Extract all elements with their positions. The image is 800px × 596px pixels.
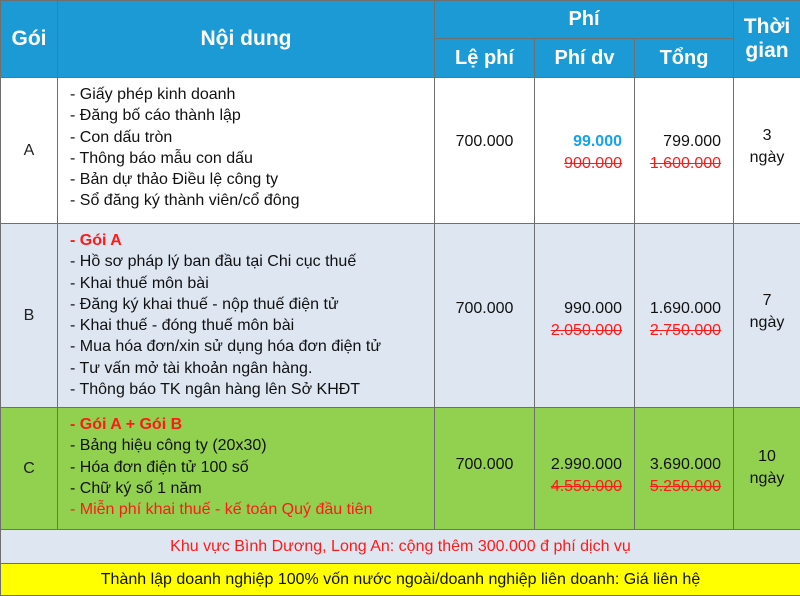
tong-c xyxy=(635,408,734,530)
tong-a-old: 1.600.000 xyxy=(635,155,721,173)
time-c-unit: ngày xyxy=(734,468,800,490)
time-c xyxy=(734,408,800,530)
list-item-lead: - Gói A + Gói B xyxy=(70,414,434,435)
list-item: - Đăng ký khai thuế - nộp thuế điện tử xyxy=(70,294,434,315)
header-time-line2: gian xyxy=(734,39,800,63)
list-item-highlight: - Miễn phí khai thuế - kế toán Quý đầu tiên xyxy=(70,499,434,520)
time-c-num: 10 xyxy=(734,408,800,468)
list-item: - Mua hóa đơn/xin sử dụng hóa đơn điện tử xyxy=(70,336,434,357)
package-a: A xyxy=(1,78,58,224)
tong-b-old: 2.750.000 xyxy=(635,322,721,340)
le-phi-b-value: 700.000 xyxy=(435,224,534,318)
phi-dv-a-value: 99.000 xyxy=(535,78,622,151)
tong-a-value: 799.000 xyxy=(635,78,721,151)
list-item: - Sổ đăng ký thành viên/cổ đông xyxy=(70,190,434,211)
header-fee: Phí xyxy=(435,1,734,39)
list-item: - Khai thuế - đóng thuế môn bài xyxy=(70,315,434,336)
phi-dv-b-value: 990.000 xyxy=(535,224,622,318)
header-phi-dv: Phí dv xyxy=(535,39,635,78)
tong-c-old: 5.250.000 xyxy=(635,478,721,496)
table-row-c xyxy=(1,408,800,530)
time-b-unit: ngày xyxy=(734,312,800,334)
list-item: - Thông báo TK ngân hàng lên Sở KHĐT xyxy=(70,379,434,400)
table-row-b xyxy=(1,224,800,408)
header-time-line1: Thời xyxy=(734,15,800,39)
list-item: - Thông báo mẫu con dấu xyxy=(70,148,434,169)
tong-b-value: 1.690.000 xyxy=(635,224,721,318)
phi-dv-b-old: 2.050.000 xyxy=(535,322,622,340)
package-b: B xyxy=(1,224,58,408)
list-item: - Khai thuế môn bài xyxy=(70,273,434,294)
list-item: - Con dấu tròn xyxy=(70,127,434,148)
header-package: Gói xyxy=(1,1,58,78)
tong-b xyxy=(635,224,734,408)
header-le-phi: Lệ phí xyxy=(435,39,535,78)
header-tong: Tổng xyxy=(635,39,734,78)
content-a xyxy=(58,78,435,224)
phi-dv-c-value: 2.990.000 xyxy=(535,408,622,474)
le-phi-a xyxy=(435,78,535,224)
content-b xyxy=(58,224,435,408)
list-item: - Hồ sơ pháp lý ban đầu tại Chi cục thuế xyxy=(70,251,434,272)
phi-dv-b xyxy=(535,224,635,408)
note-foreign: Thành lập doanh nghiệp 100% vốn nước ngoài/doanh nghiệp liên doanh: Giá liên hệ xyxy=(1,564,800,596)
list-item-lead: - Gói A xyxy=(70,230,434,251)
header-content: Nội dung xyxy=(58,1,435,78)
tong-a xyxy=(635,78,734,224)
time-a xyxy=(734,78,800,224)
list-item: - Giấy phép kinh doanh xyxy=(70,84,434,105)
list-item: - Tư vấn mở tài khoản ngân hàng. xyxy=(70,358,434,379)
le-phi-b xyxy=(435,224,535,408)
time-b-num: 7 xyxy=(734,224,800,312)
note-region: Khu vực Bình Dương, Long An: cộng thêm 300.000 đ phí dịch vụ xyxy=(1,530,800,564)
time-b xyxy=(734,224,800,408)
list-item: - Hóa đơn điện tử 100 số xyxy=(70,457,434,478)
le-phi-a-value: 700.000 xyxy=(435,78,534,151)
le-phi-c-value: 700.000 xyxy=(435,408,534,474)
time-a-unit: ngày xyxy=(734,147,800,169)
list-item: - Bảng hiệu công ty (20x30) xyxy=(70,435,434,456)
list-item: - Bản dự thảo Điều lệ công ty xyxy=(70,169,434,190)
phi-dv-c-old: 4.550.000 xyxy=(535,478,622,496)
list-item: - Đăng bố cáo thành lập xyxy=(70,105,434,126)
phi-dv-a xyxy=(535,78,635,224)
header-time xyxy=(734,1,800,78)
le-phi-c xyxy=(435,408,535,530)
list-item: - Chữ ký số 1 năm xyxy=(70,478,434,499)
content-c xyxy=(58,408,435,530)
table-row-a xyxy=(1,78,800,224)
package-c: C xyxy=(1,408,58,530)
time-a-num: 3 xyxy=(734,78,800,147)
phi-dv-c xyxy=(535,408,635,530)
phi-dv-a-old: 900.000 xyxy=(535,155,622,173)
tong-c-value: 3.690.000 xyxy=(635,408,721,474)
